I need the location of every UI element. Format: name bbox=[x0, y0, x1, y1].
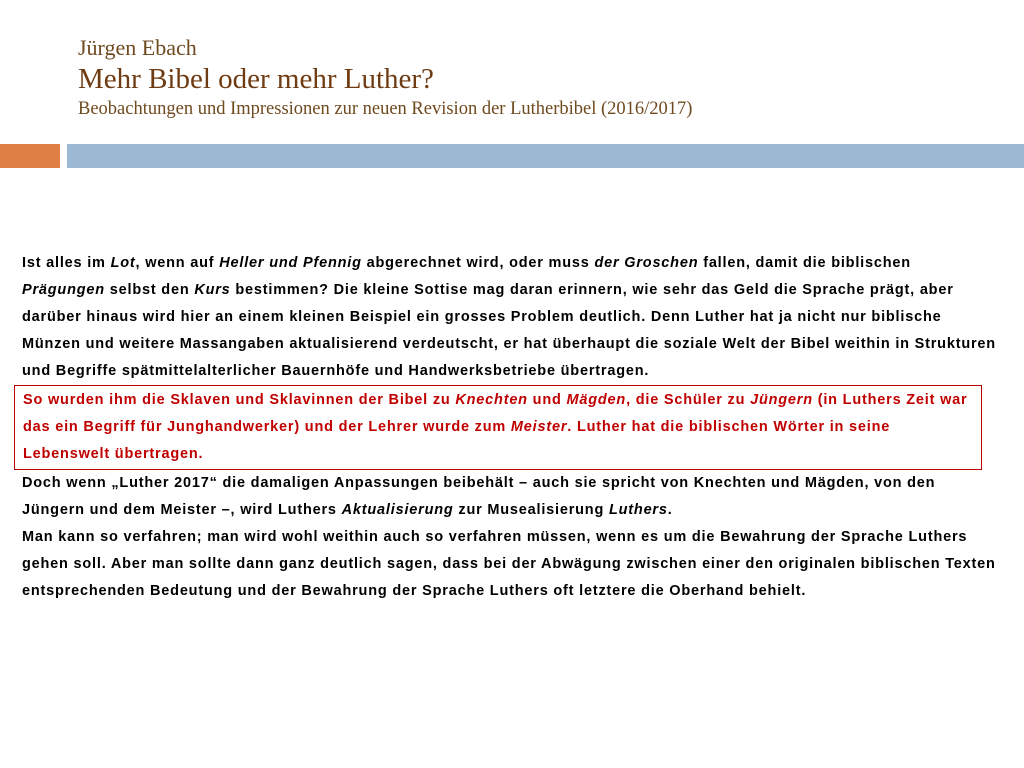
paragraph-text: abgerechnet wird, oder muss bbox=[361, 255, 595, 271]
paragraph-text: . Luther hat die biblischen Wörter in seine Lebenswelt übertragen. bbox=[23, 419, 891, 462]
slide-title: Mehr Bibel oder mehr Luther? bbox=[78, 63, 434, 95]
emphasis-text: Meister bbox=[510, 419, 568, 435]
emphasis-text: Kurs bbox=[194, 282, 231, 298]
paragraph-text: und bbox=[527, 392, 567, 408]
paragraph-conclusion: Man kann so verfahren; man wird wohl weithin auch so verfahren müssen, wenn es um die Bewahrung der Sprache Luthers gehen soll. Aber man sollte dann ganz deutlich sagen, dass bei der Abwägung zwischen einer den originalen biblischen Texten entsprechenden Bedeutung und der Bewahrung der Sprache Luthers oft letztere die Oberhand behielt. bbox=[22, 529, 996, 599]
paragraph-text: fallen, damit die biblischen bbox=[698, 255, 911, 271]
emphasis-text: der Groschen bbox=[594, 255, 699, 271]
paragraph-text: selbst den bbox=[104, 282, 195, 298]
slide-header bbox=[78, 34, 1008, 122]
paragraph-luther-2017 bbox=[22, 470, 997, 524]
paragraph-text: , wenn auf bbox=[135, 255, 220, 271]
paragraph-text: (in Luthers Zeit war das ein Begriff für Junghandwerker) und der Lehrer wurde zum bbox=[23, 392, 968, 435]
emphasis-text: Jüngern bbox=[750, 392, 813, 408]
author-name: Jürgen Ebach bbox=[78, 35, 197, 60]
accent-bar-orange bbox=[0, 144, 60, 168]
paragraph-text: . bbox=[667, 502, 673, 518]
emphasis-text: Knechten bbox=[455, 392, 528, 408]
emphasis-text: Mägden bbox=[566, 392, 627, 408]
highlighted-paragraph bbox=[14, 385, 982, 470]
paragraph-text: So wurden ihm die Sklaven und Sklavinnen der Bibel zu bbox=[23, 392, 456, 408]
emphasis-text: Lot bbox=[110, 255, 136, 271]
emphasis-text: Prägungen bbox=[22, 282, 105, 298]
emphasis-text: Heller und Pfennig bbox=[219, 255, 362, 271]
paragraph-text: Ist alles im bbox=[22, 255, 111, 271]
slide-subtitle: Beobachtungen und Impressionen zur neuen Revision der Lutherbibel (2016/2017) bbox=[78, 99, 693, 119]
paragraph-intro bbox=[22, 250, 997, 385]
paragraph-text: bestimmen? Die kleine Sottise mag daran erinnern, wie sehr das Geld die Sprache prägt, aber darüber hinaus wird hier an einem kleinen Beispiel ein grosses Problem deutlich. Denn Luther hat ja nicht nur biblische Münzen und weitere Massangaben aktualisierend verdeutscht, er hat überhaupt die soziale Welt der Bibel weithin in Strukturen und Begriffe spätmittelalterlicher Bauernhöfe und Handwerksbetriebe übertragen. bbox=[22, 282, 996, 379]
paragraph-text: , die Schüler zu bbox=[626, 392, 751, 408]
paragraph-text: Doch wenn „Luther 2017“ die damaligen Anpassungen beibehält – auch sie spricht von Knechten und Mägden, von den Jüngern und dem Meister –, wird Luthers bbox=[22, 475, 936, 518]
emphasis-text: Luthers bbox=[608, 502, 668, 518]
accent-bar-blue bbox=[67, 144, 1024, 168]
emphasis-text: Aktualisierung bbox=[341, 502, 454, 518]
slide-body bbox=[22, 250, 997, 605]
paragraph-text: zur Musealisierung bbox=[453, 502, 609, 518]
